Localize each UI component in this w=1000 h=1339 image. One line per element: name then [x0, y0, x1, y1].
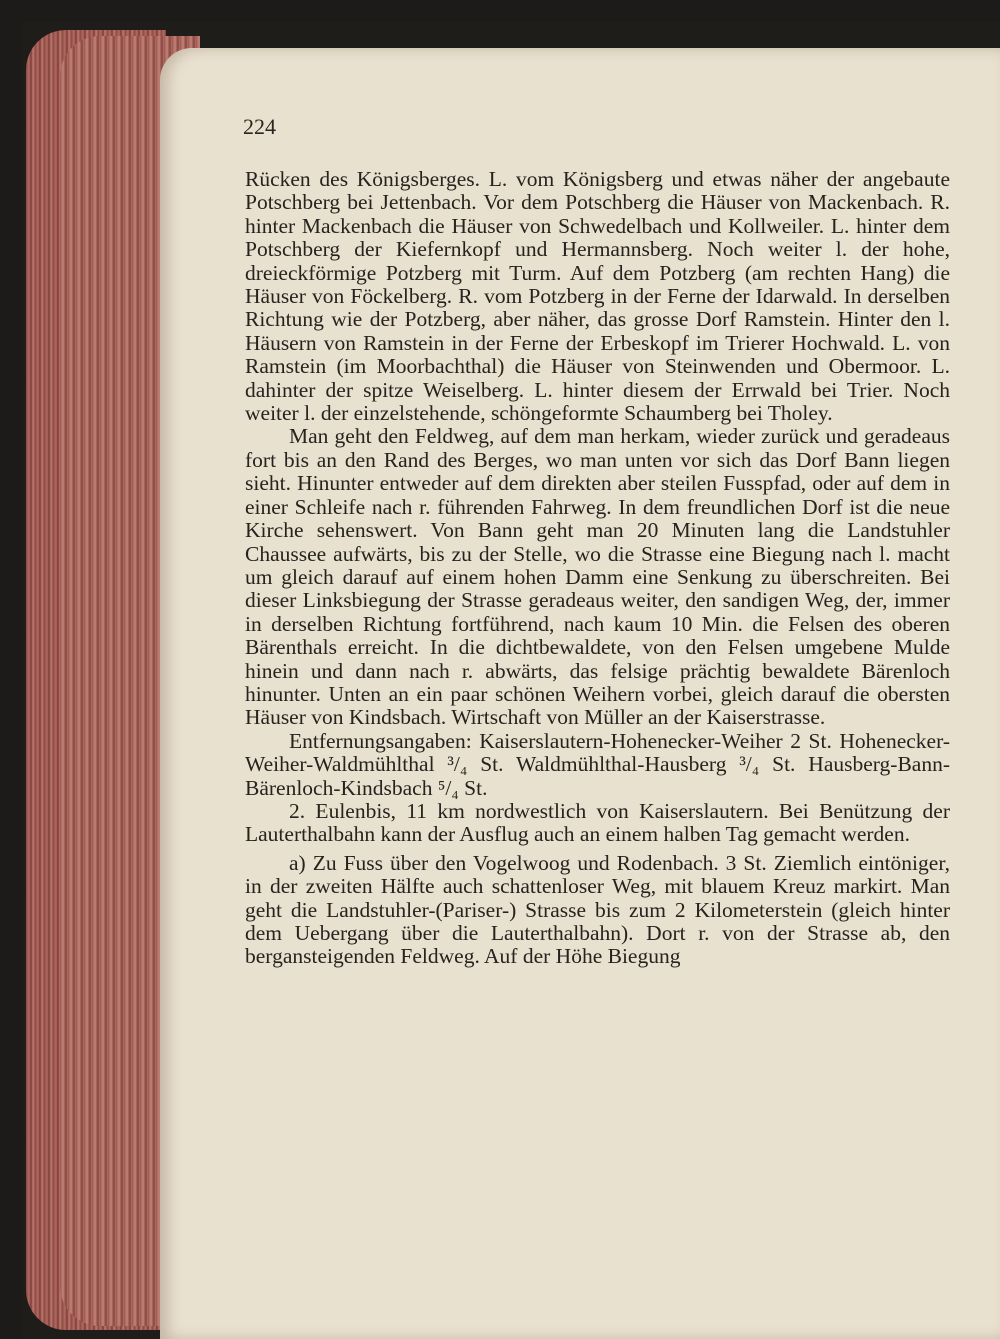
page-text: [245, 168, 950, 969]
paragraph-4: 2. Eulenbis, 11 km nordwestlich von Kaiserslautern. Bei Benützung der Lauterthalbahn kann der Ausflug auch an einem halben Tag gemacht werden.: [245, 798, 950, 847]
page-number: 224: [243, 114, 276, 139]
paragraph-2: Man geht den Feldweg, auf dem man herkam, wieder zurück und geradeaus fort bis an den Rand des Berges, wo man unten vor sich das Dorf Bann liegen sieht. Hinunter entweder auf dem direkten aber steilen Fusspfad, oder auf dem in einer Schleife nach r. führenden Fahrweg. In dem freundlichen Dorf ist die neue Kirche sehenswert. Von Bann geht man 20 Minuten lang die Landstuhler Chaussee aufwärts, bis zu der Stelle, wo die Strasse eine Biegung nach l. macht um gleich darauf auf einem hohen Damm eine Senkung zu überschreiten. Bei dieser Linksbiegung der Strasse geradeaus weiter, den sandigen Weg, der, immer in derselben Richtung fortführend, nach kaum 10 Min. die Felsen des oberen Bärenthals erreicht. In die dichtbewaldete, von den Felsen umgebene Mulde hinein und dann nach r. abwärts, das felsige prächtig bewaldete Bärenloch hinunter. Unten an ein paar schönen Weihern vorbei, gleich darauf die obersten Häuser von Kindsbach. Wirtschaft von Müller an der Kaiserstrasse.: [245, 424, 950, 730]
paragraph-3: Entfernungsangaben: Kaiserslautern-Hohenecker-Weiher 2 St. Hohenecker-Weiher-Waldmühlthal ³/₄ St. Waldmühlthal-Hausberg ³/₄ St. Hausberg-Bann-Bärenloch-Kindsbach ⁵/₄ St.: [245, 728, 950, 800]
paragraph-1: Rücken des Königsberges. L. vom Königsberg und etwas näher der angebaute Potschberg bei Jettenbach. Vor dem Potschberg die Häuser von Mackenbach. R. hinter Mackenbach die Häuser von Schwedelbach und Kollweiler. L. hinter dem Potschberg der Kiefernkopf und Hermannsberg. Noch weiter l. der hohe, dreieckförmige Potzberg mit Turm. Auf dem Potzberg (am rechten Hang) die Häuser von Föckelberg. R. vom Potzberg in der Ferne der Idarwald. In derselben Richtung wie der Potzberg, aber näher, das grosse Dorf Ramstein. Hinter den l. Häusern von Ramstein in der Ferne der Erbeskopf im Trierer Hochwald. L. von Ramstein (im Moorbachthal) die Häuser von Steinwenden und Obermoor. L. dahinter der spitze Weiselberg. L. hinter diesem der Errwald bei Trier. Noch weiter l. der einzelstehende, schöngeformte Schaumberg bei Tholey.: [245, 167, 950, 426]
paragraph-5: a) Zu Fuss über den Vogelwoog und Rodenbach. 3 St. Ziemlich eintöniger, in der zweiten Hälfte auch schattenloser Weg, mit blauem Kreuz markirt. Man geht die Landstuhler-(Pariser-) Strasse bis zum 2 Kilometerstein (gleich hinter dem Uebergang über die Lauterthalbahn). Dort r. von der Strasse ab, den bergansteigenden Feldweg. Auf der Höhe Biegung: [245, 850, 950, 969]
